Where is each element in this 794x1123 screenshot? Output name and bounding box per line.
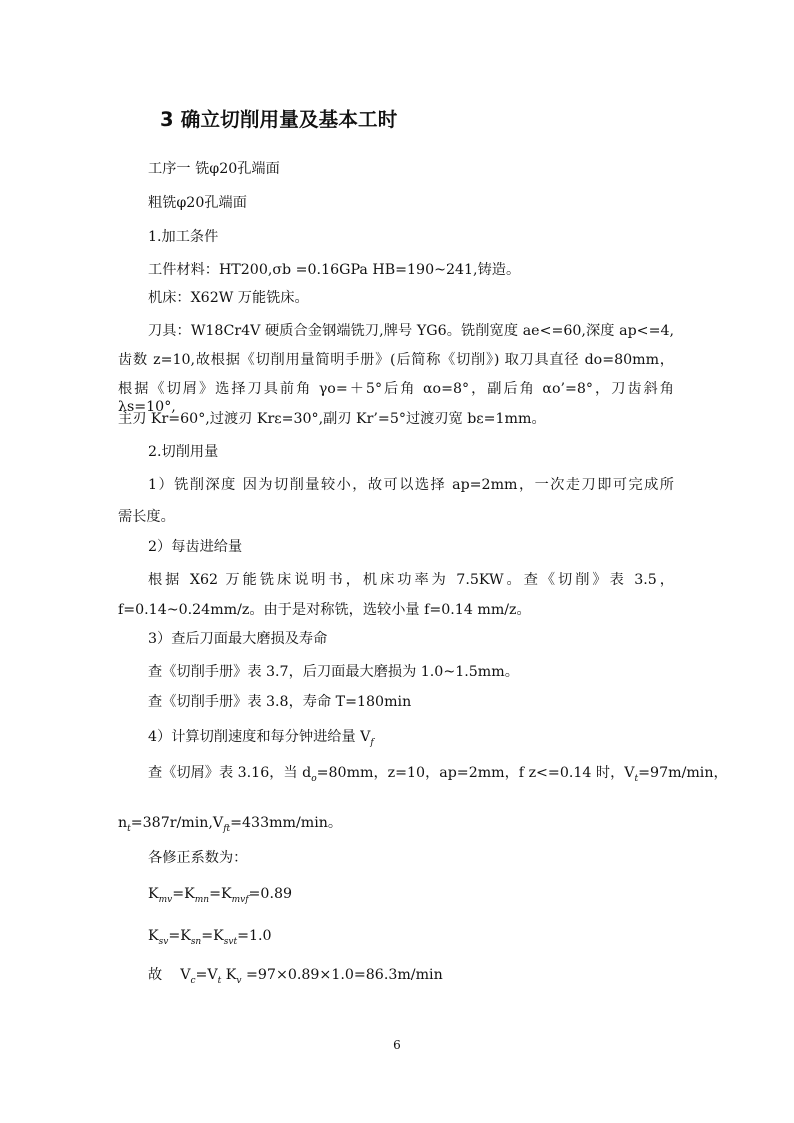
subscript: c [190, 976, 196, 986]
subscript: v [236, 976, 242, 986]
text-line: 粗铣φ20孔端面 [148, 195, 247, 211]
text-line: 查《切削手册》表 3.8，寿命 T=180min [148, 694, 412, 710]
text-line: 刀具：W18Cr4V 硬质合金钢端铣刀,牌号 YG6。铣削宽度 ae<=60,深度 ap<=4, [148, 323, 674, 339]
subscript: f [370, 738, 374, 748]
text-line: 2）每齿进给量 [148, 539, 243, 555]
text-run: K [148, 886, 159, 902]
text-line: 工件材料：HT200,σb =0.16GPa HB=190~241,铸造。 [148, 262, 521, 278]
text-run: 查《切屑》表 3.16，当 d [148, 765, 312, 781]
text-line: 根据 X62 万能铣床说明书，机床功率为 7.5KW。查《切削》表 3.5， [148, 572, 674, 588]
text-run: =97×0.89×1.0=86.3m/min [241, 967, 443, 983]
text-line [148, 764, 728, 782]
text-line: 1）铣削深度 因为切削量较小，故可以选择 ap=2mm，一次走刀即可完成所 [148, 477, 674, 493]
subscript: mn [194, 895, 210, 905]
text-line [118, 814, 342, 832]
text-line: 需长度。 [118, 509, 175, 525]
text-run: 4）计算切削速度和每分钟进给量 V [148, 729, 371, 745]
text-line: 根据《切屑》选择刀具前角 γo=＋5°后角 αo=8°，副后角 αo’=8°，刀齿斜角 λs=10°, [118, 381, 674, 415]
subscript: t [217, 976, 222, 986]
text-run: =V [195, 967, 218, 983]
text-run: =1.0 [237, 928, 272, 944]
page-number: 6 [393, 1038, 401, 1052]
subscript: mvf [231, 895, 249, 905]
text-line: 机床：X62W 万能铣床。 [148, 290, 309, 306]
formula-line [148, 927, 272, 945]
text-line: 各修正系数为： [148, 850, 248, 866]
text-run: =K [201, 928, 224, 944]
subscript: mv [158, 895, 173, 905]
text-run: =K [172, 886, 195, 902]
text-run: =K [209, 886, 232, 902]
text-line: 查《切削手册》表 3.7，后刀面最大磨损为 1.0~1.5mm。 [148, 664, 519, 680]
text-line: 1.加工条件 [148, 229, 219, 245]
formula-line [148, 966, 443, 984]
text-line: 3）查后刀面最大磨损及寿命 [148, 631, 328, 647]
text-run: =0.89 [248, 886, 293, 902]
subscript: svt [223, 937, 238, 947]
text-run: =97m/min， [638, 765, 728, 781]
text-run: =80mm，z=10，ap=2mm，f z<=0.14 时，V [316, 765, 635, 781]
subscript: t [634, 774, 639, 784]
text-run: 故 V [148, 967, 191, 983]
text-line: 主刃 Kr=60°,过渡刃 Krε=30°,副刃 Kr’=5°过渡刃宽 bε=1mm。 [118, 411, 546, 427]
subscript: sn [190, 937, 202, 947]
text-run: =433mm/min。 [230, 815, 343, 831]
text-run: =K [168, 928, 191, 944]
subscript: t [127, 824, 131, 834]
formula-line [148, 885, 292, 903]
text-run: =387r/min,V [130, 815, 224, 831]
text-run: K [148, 928, 159, 944]
subscript: ft [223, 824, 231, 834]
text-line [148, 728, 374, 746]
text-line: f=0.14~0.24mm/z。由于是对称铣，选较小量 f=0.14 mm/z。 [118, 602, 531, 618]
text-line: 2.切削用量 [148, 444, 219, 460]
text-run: n [118, 815, 128, 831]
subscript: o [311, 774, 317, 784]
subscript: sv [158, 937, 169, 947]
text-run: K [221, 967, 237, 983]
section-heading: 3 确立切削用量及基本工时 [160, 108, 398, 131]
text-line: 齿数 z=10,故根据《切削用量简明手册》(后简称《切削》) 取刀具直径 do=80mm， [118, 352, 674, 368]
text-line: 工序一 铣φ20孔端面 [148, 161, 280, 177]
